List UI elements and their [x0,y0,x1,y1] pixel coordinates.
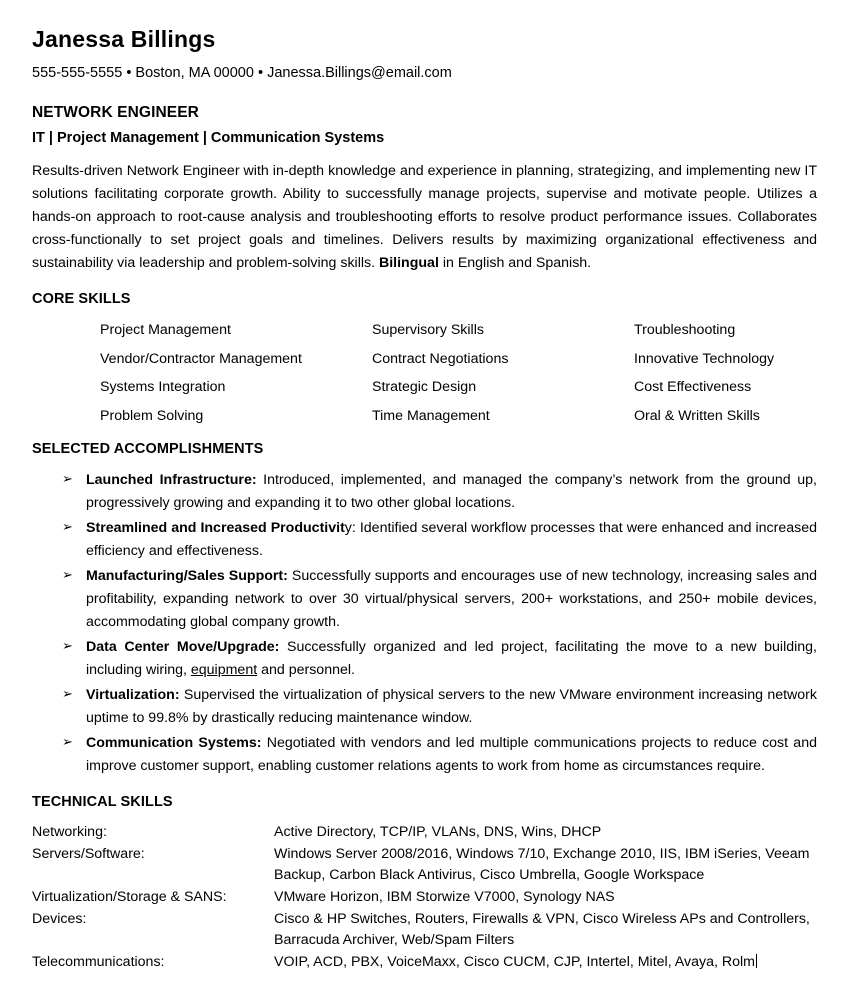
accomplishment-text: Introduced, implemented, and managed the company’s network from the ground up, progressively growing and expanding it to two other global locations. [86,472,817,512]
arrow-bullet-icon: ➢ [62,735,73,751]
arrow-bullet-icon: ➢ [62,639,73,655]
core-skill-item: Oral & Written Skills [634,407,760,424]
accomplishment-label: Data Center Move/Upgrade: [86,639,280,656]
accomplishment-item [32,636,817,682]
tech-skill-label: Networking: [32,824,107,841]
tech-skill-value: Windows Server 2008/2016, Windows 7/10, Exchange 2010, IIS, IBM iSeries, Veeam Backup, Carbon Black Antivirus, Cisco Umbrella, Google Workspace [274,846,810,884]
accomplishments-heading: SELECTED ACCOMPLISHMENTS [32,441,264,458]
core-skill-item: Supervisory Skills [372,322,484,339]
accomplishment-text-after: and personnel. [257,662,355,679]
tech-skill-label: Virtualization/Storage & SANS: [32,889,227,906]
core-skill-item: Strategic Design [372,379,477,396]
table-row [32,822,817,844]
job-title: NETWORK ENGINEER [32,104,199,122]
arrow-bullet-icon: ➢ [62,520,73,536]
accomplishment-label: Manufacturing/Sales Support: [86,568,288,585]
core-skills-grid [32,321,817,425]
core-skill-item: Project Management [100,322,231,339]
accomplishment-item [32,565,817,634]
tech-skill-value-text: VOIP, ACD, PBX, VoiceMaxx, Cisco CUCM, CJP, Intertel, Mitel, Avaya, Rolm [274,954,755,971]
core-skill-item: Cost Effectiveness [634,379,752,396]
accomplishments-list [32,469,817,778]
accomplishment-label: Streamlined and Increased Productivit [86,520,345,537]
core-skill-item: Time Management [372,407,490,424]
contact-line: 555-555-5555 • Boston, MA 00000 • Janessa.Billings@email.com [32,64,452,81]
accomplishment-label: Launched Infrastructure: [86,472,257,489]
tech-skill-value: Active Directory, TCP/IP, VLANs, DNS, Wins, DHCP [274,824,602,841]
tech-skill-value: Cisco & HP Switches, Routers, Firewalls & VPN, Cisco Wireless APs and Controllers, Barracuda Archiver, Web/Spam Filters [274,911,810,949]
tech-skill-value [274,952,817,974]
table-row [32,909,817,952]
accomplishment-text: Successfully supports and encourages use of new technology, increasing sales and profitability, expanding network to over 30 virtual/physical servers, 200+ workstations, and 250+ mobile devices, accommodating global company growth. [86,568,817,631]
accomplishment-text: Supervised the virtualization of physical servers to the new VMware environment increasing network uptime to 99.8% by drastically reducing maintenance window. [86,687,817,727]
core-skill-item: Problem Solving [100,407,204,424]
technical-skills-table [32,822,817,974]
candidate-name: Janessa Billings [32,26,216,52]
accomplishment-text: Identified several workflow processes that were enhanced and increased efficiency and effectiveness. [86,520,817,560]
professional-summary [32,160,817,275]
arrow-bullet-icon: ➢ [62,568,73,584]
accomplishment-text: Successfully organized and led project, facilitating the move to a new building, including wiring, [86,639,817,679]
accomplishment-item [32,469,817,515]
accomplishment-underlined-word: equipment [190,662,258,679]
core-skill-item: Troubleshooting [634,322,736,339]
core-skill-item: Vendor/Contractor Management [100,350,302,367]
core-skill-item: Systems Integration [100,379,226,396]
technical-skills-heading: TECHNICAL SKILLS [32,794,173,811]
summary-bold-word: Bilingual [378,255,439,272]
summary-text-part2: in English and Spanish. [438,255,592,272]
accomplishment-label-tail: y: [344,520,356,537]
table-row [32,844,817,887]
accomplishment-label: Communication Systems: [86,735,262,752]
arrow-bullet-icon: ➢ [62,472,73,488]
table-row [32,952,817,974]
tech-skill-label: Servers/Software: [32,846,145,863]
accomplishment-text: Negotiated with vendors and led multiple communications projects to reduce cost and improve customer support, enabling customer relations agents to work from home as circumstances require. [86,735,817,775]
accomplishment-item [32,732,817,778]
tech-skill-label: Devices: [32,911,87,928]
accomplishment-item [32,517,817,563]
tech-skill-label: Telecommunications: [32,954,165,971]
arrow-bullet-icon: ➢ [62,687,73,703]
text-cursor [756,954,757,968]
summary-text-part1: Results-driven Network Engineer with in-depth knowledge and experience in planning, strategizing, and implementing new IT solutions facilitating corporate growth. Ability to successfully manage projects, supervise and motivate people. Utilizes a hands-on approach to root-cause analysis and troubleshooting efforts to resolve product performance issues. Collaborates cross-functionally to set project goals and timelines. Delivers results by maximizing organizational effectiveness and sustainability via leadership and problem-solving skills. [32,163,817,272]
tech-skill-value: VMware Horizon, IBM Storwize V7000, Synology NAS [274,889,615,906]
core-skills-heading: CORE SKILLS [32,291,131,308]
accomplishment-label: Virtualization: [86,687,180,704]
job-subtitle: IT | Project Management | Communication Systems [32,130,385,147]
table-row [32,887,817,909]
core-skill-item: Innovative Technology [634,350,775,367]
core-skill-item: Contract Negotiations [372,350,509,367]
accomplishment-item [32,684,817,730]
